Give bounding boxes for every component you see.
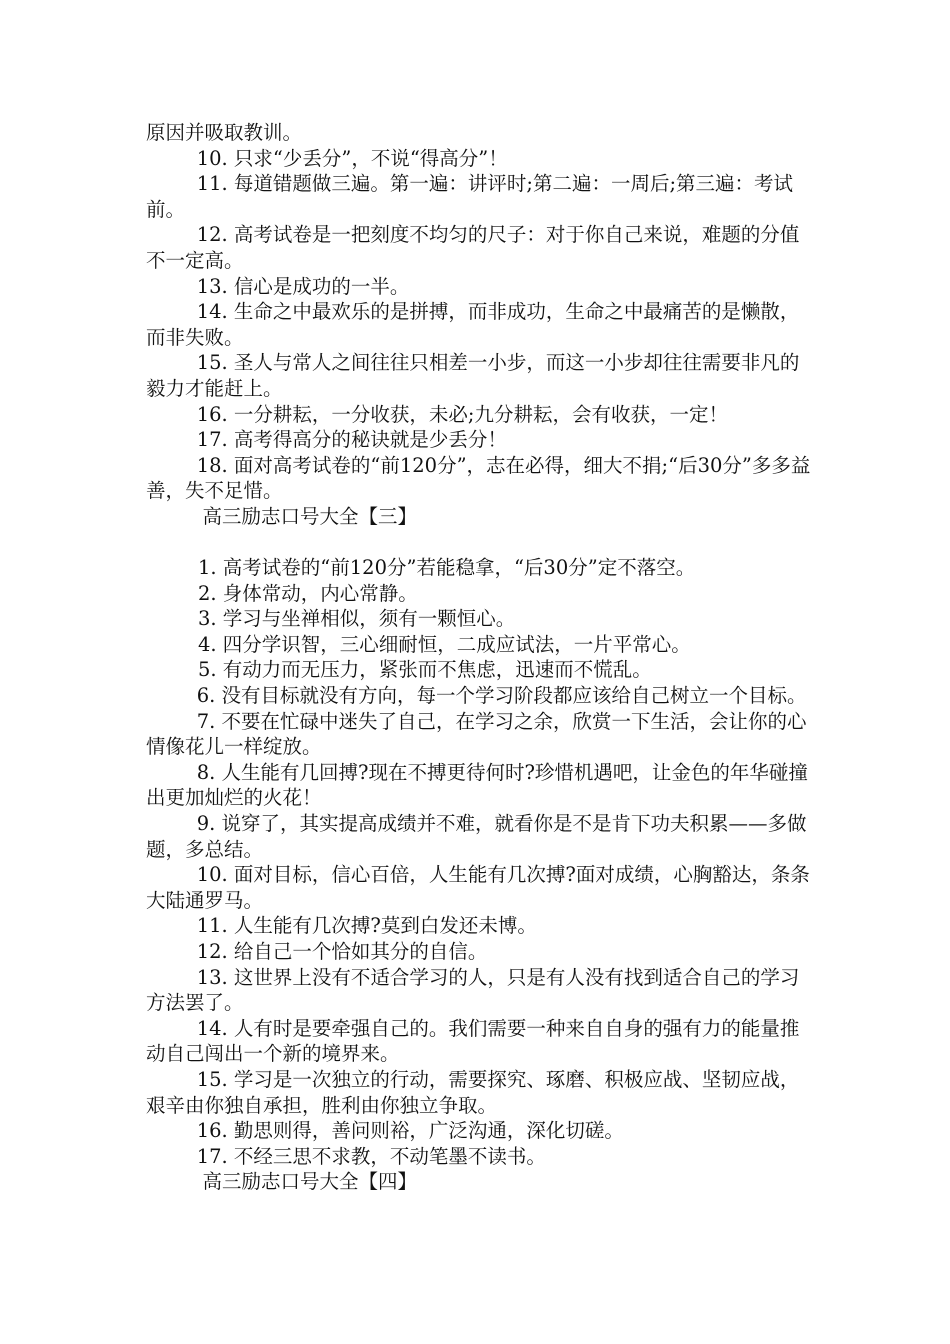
list-item: 2. 身体常动，内心常静。 <box>198 581 418 605</box>
list-item: 11. 每道错题做三遍。第一遍：讲评时;第二遍：一周后;第三遍：考试前。 <box>146 172 794 221</box>
list-item: 10. 只求“少丢分”，不说“得高分”！ <box>196 146 508 170</box>
document-body <box>146 120 816 1195</box>
section-heading: 高三励志口号大全【四】 <box>202 1170 418 1194</box>
section-heading: 高三励志口号大全【三】 <box>202 504 418 528</box>
list-item: 17. 高考得高分的秘诀就是少丢分！ <box>196 428 507 452</box>
list-item: 11. 人生能有几次搏?莫到白发还未博。 <box>196 914 537 938</box>
list-item: 8. 人生能有几回搏?现在不搏更待何时?珍惜机遇吧，让金色的年华碰撞出更加灿烂的火花！ <box>146 760 808 810</box>
list-item: 9. 说穿了，其实提高成绩并不难，就看你是不是肯下功夫积累——多做题，多总结。 <box>146 812 807 861</box>
list-item: 1. 高考试卷的“前120分”若能稳拿，“后30分”定不落空。 <box>198 556 696 580</box>
list-item: 15. 学习是一次独立的行动，需要探究、琢磨、积极应战、坚韧应战，艰辛由你独自承担，胜利由你独立争取。 <box>146 1067 800 1117</box>
list-item: 12. 高考试卷是一把刻度不均匀的尺子：对于你自己来说，难题的分值不一定高。 <box>146 223 800 272</box>
paragraph-continuation: 原因并吸取教训。 <box>146 121 303 144</box>
list-item: 10. 面对目标，信心百倍，人生能有几次搏?面对成绩，心胸豁达，条条大陆通罗马。 <box>146 863 810 912</box>
list-item: 14. 生命之中最欢乐的是拼搏，而非成功，生命之中最痛苦的是懒散，而非失败。 <box>146 300 800 349</box>
list-item: 13. 这世界上没有不适合学习的人，只是有人没有找到适合自己的学习方法罢了。 <box>146 965 800 1015</box>
list-item: 15. 圣人与常人之间往往只相差一小步，而这一小步却往往需要非凡的毅力才能赶上。 <box>146 351 800 400</box>
list-item: 12. 给自己一个恰如其分的自信。 <box>196 940 488 963</box>
list-item: 16. 一分耕耘，一分收获，未必;九分耕耘，会有收获，一定！ <box>196 402 728 426</box>
list-item: 14. 人有时是要牵强自己的。我们需要一种来自自身的强有力的能量推动自己闯出一个新的境界来。 <box>146 1016 800 1066</box>
list-item: 16. 勤思则得，善问则裕，广泛沟通，深化切磋。 <box>196 1119 624 1143</box>
list-item: 18. 面对高考试卷的“前120分”，志在必得，细大不捐;“后30分”多多益善，失不足惜。 <box>146 453 811 503</box>
list-item: 5. 有动力而无压力，紧张而不焦虑，迅速而不慌乱。 <box>198 658 652 682</box>
list-item: 17. 不经三思不求教，不动笔墨不读书。 <box>196 1144 546 1168</box>
blank-line <box>146 530 816 556</box>
list-item: 4. 四分学识智，三心细耐恒，二成应试法，一片平常心。 <box>198 632 691 656</box>
list-item: 13. 信心是成功的一半。 <box>196 274 410 298</box>
list-item: 6. 没有目标就没有方向，每一个学习阶段都应该给自己树立一个目标。 <box>196 684 807 708</box>
list-item: 3. 学习与坐禅相似，须有一颗恒心。 <box>198 607 516 631</box>
list-item: 7. 不要在忙碌中迷失了自己，在学习之余，欣赏一下生活，会让你的心情像花儿一样绽放。 <box>146 709 807 759</box>
